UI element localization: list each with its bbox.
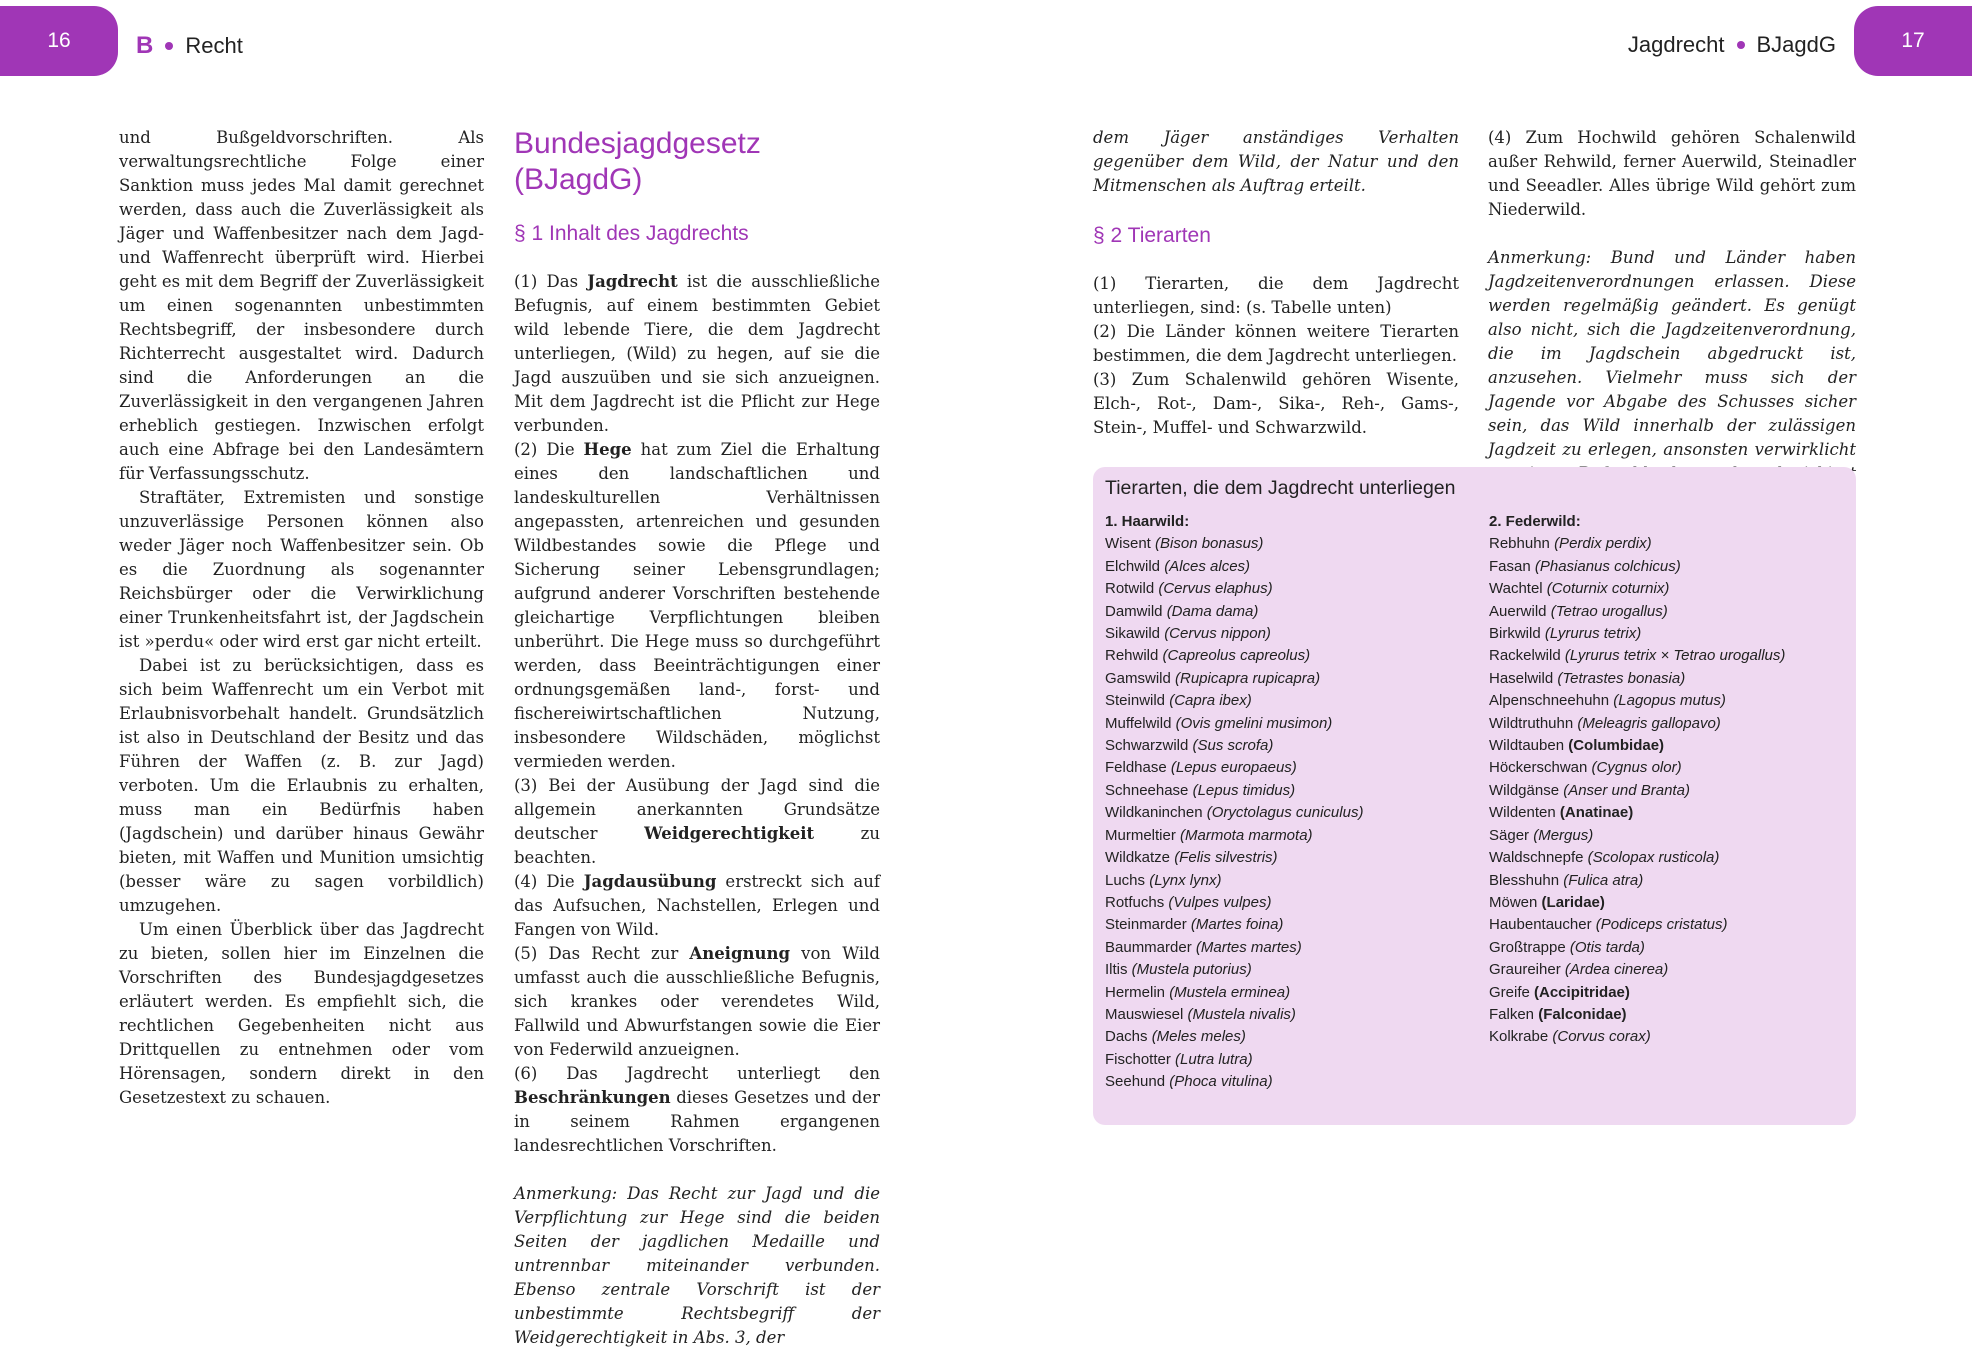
species-item (1489, 601, 1849, 623)
haarwild-heading: 1. Haarwild: (1105, 513, 1190, 530)
law-title: Bundesjagdgesetz (BJagdG) (514, 127, 761, 196)
species-item (1489, 937, 1849, 959)
paragraph: Dabei ist zu berücksichtigen, dass es sich beim Waffenrecht um ein Verbot mit Erlaubnisvorbehalt handelt. Grundsätzlich ist also in Deutschland der Besitz und das Führen der Waffen (z. B. zur Jagd) verboten. Um die Erlaubnis zu erhalten, muss man ein Bedürfnis haben (Jagdschein) und darüber hinaus Gewähr bieten, mit Waffen und Munition umsichtig (besser wäre zu sagen vorbildlich) umzugehen. (119, 656, 484, 915)
species-name: Möwen (1489, 893, 1542, 911)
species-name: Wildkaninchen (1105, 804, 1207, 822)
species-item (1489, 1026, 1849, 1048)
species-name: Baummarder (1105, 938, 1196, 956)
term: Jagdausübung (583, 872, 717, 891)
paragraph (514, 438, 880, 774)
species-latin-name: (Lyrurus tetrix × Tetrao urogallus) (1564, 647, 1786, 665)
species-family-name: (Falconidae) (1538, 1005, 1627, 1023)
species-item (1489, 870, 1849, 892)
text-column-1 (119, 126, 484, 1110)
species-item (1105, 982, 1475, 1004)
species-name: Rotfuchs (1105, 893, 1169, 911)
section-title: Jagdrecht (1627, 32, 1725, 57)
species-table-box (1093, 467, 1856, 1125)
species-item (1105, 937, 1475, 959)
species-latin-name: (Ovis gmelini musimon) (1175, 714, 1333, 732)
bullet-icon (1737, 41, 1745, 49)
species-latin-name: (Phoca vitulina) (1169, 1073, 1273, 1091)
annotation-note: Anmerkung: Bund und Länder haben Jagdzeitenverordnungen erlassen. Diese werden regelmäßig geändert. Es genügt also nicht, sich die Jagdzeitenverordnung, die im Jagdschein abgedruckt ist, anzusehen. Vielmehr muss sich der Jagende vor Abgabe des Schusses sicher sein, das Wild innerhalb der zulässigen Jagdzeit zu erlegen, ansonsten verwirklicht (1488, 248, 1856, 459)
species-latin-name: (Lutra lutra) (1175, 1050, 1253, 1068)
species-latin-name: (Lepus europaeus) (1170, 759, 1297, 777)
annotation-note: Anmerkung: Das Recht zur Jagd und die Verpflichtung zur Hege sind die beiden Seiten der jagdlichen Medaille und untrennbar miteinander verbunden. Ebenso zentrale Vorschrift ist der unbestimmte Rechtsbegriff der Weidgerechtigkeit in Abs. 3, der (514, 1184, 880, 1347)
text: (3) Bei der Ausübung der Jagd sind die allgemein anerkannten Grundsätze deutscher (514, 776, 880, 843)
species-item (1489, 802, 1849, 824)
species-name: Waldschnepfe (1489, 849, 1588, 867)
species-item (1105, 1026, 1475, 1048)
species-name: Iltis (1105, 961, 1132, 979)
species-name: Wildgänse (1489, 781, 1564, 799)
species-item (1105, 914, 1475, 936)
paragraph: (3) Zum Schalenwild gehören Wisente, Elch-, Rot-, Dam-, Sika-, Reh-, Gams-, Stein-, Muffel- und Schwarzwild. (1093, 370, 1459, 437)
species-item (1105, 713, 1475, 735)
species-item (1105, 959, 1475, 981)
paragraph: (4) Zum Hochwild gehören Schalenwild außer Rehwild, ferner Auerwild, Steinadler und Seeadler. Alles übrige Wild gehört zum Niederwild. (1488, 128, 1856, 219)
spacer (514, 1158, 880, 1182)
species-latin-name: (Marmota marmota) (1180, 826, 1313, 844)
species-item (1105, 578, 1475, 600)
page-number-right (1854, 6, 1972, 76)
species-name: Alpenschneehuhn (1489, 692, 1614, 710)
species-latin-name: (Podiceps cristatus) (1595, 916, 1728, 934)
species-latin-name: (Mustela erminea) (1169, 983, 1291, 1001)
species-item (1105, 1049, 1475, 1071)
species-latin-name: (Cygnus olor) (1591, 759, 1682, 777)
text: dieses Gesetzes und der in seinem Rahmen ergangenen landesrechtlichen Vorschriften. (514, 1088, 880, 1155)
species-name: Rackelwild (1489, 647, 1565, 665)
text: hat zum Ziel die Erhaltung eines den landschaftlichen und landeskulturellen Verhältnissen angepassten, artenreichen und gesunden Wildbestandes sowie die Pflege und Sicherung seiner Lebensgrundlagen; aufgrund anderer Vorschriften bestehende gleichartige Verpflichtungen bleiben unberührt. Die Hege muss so durchgeführt werden, dass Beeinträchtigungen einer ordnungsgemäßen land-, forst- und fischereiwirtschaftlichen Nutzung, insbesondere Wildschäden, möglichst vermieden werden. (514, 440, 880, 771)
species-name: Damwild (1105, 602, 1167, 620)
species-item (1105, 556, 1475, 578)
species-latin-name: (Cervus elaphus) (1158, 580, 1273, 598)
spacer (1093, 198, 1459, 222)
species-name: Gamswild (1105, 669, 1176, 687)
species-name: Steinmarder (1105, 916, 1191, 934)
species-name: Wildtruthuhn (1489, 714, 1578, 732)
species-latin-name: (Perdix perdix) (1554, 535, 1652, 553)
species-latin-name: (Mustela nivalis) (1187, 1005, 1296, 1023)
species-name: Wildtauben (1489, 737, 1569, 755)
paragraph (514, 270, 880, 438)
species-latin-name: (Oryctolagus cuniculus) (1206, 804, 1364, 822)
species-name: Elchwild (1105, 557, 1165, 575)
species-name: Wildkatze (1105, 849, 1175, 867)
species-name: Rotwild (1105, 580, 1159, 598)
federwild-list (1489, 511, 1849, 1049)
species-latin-name: (Ardea cinerea) (1564, 961, 1669, 979)
species-name: Schneehase (1105, 781, 1193, 799)
section-heading: § 2 Tierarten (1093, 224, 1211, 247)
text: (5) Das Recht zur (514, 944, 690, 963)
species-name: Rebhuhn (1489, 535, 1555, 553)
species-latin-name: (Phasianus colchicus) (1534, 557, 1681, 575)
species-latin-name: (Fulica atra) (1563, 871, 1644, 889)
species-name: Greife (1489, 983, 1535, 1001)
text: (6) Das Jagdrecht unterliegt den (514, 1064, 880, 1083)
species-name: Feldhase (1105, 759, 1171, 777)
species-item (1105, 825, 1475, 847)
species-name: Säger (1489, 826, 1534, 844)
species-item (1489, 1004, 1849, 1026)
species-name: Dachs (1105, 1028, 1152, 1046)
species-item (1105, 780, 1475, 802)
species-name: Hermelin (1105, 983, 1170, 1001)
species-item (1105, 690, 1475, 712)
text: von Wild umfasst auch die ausschließliche Befugnis, sich krankes oder verendetes Wild, Fallwild und Abwurfstangen sowie die Eier von Federwild anzueignen. (514, 944, 880, 1059)
species-item (1105, 533, 1475, 555)
species-name: Fischotter (1105, 1050, 1176, 1068)
species-latin-name: (Anser und Branta) (1563, 781, 1690, 799)
paragraph (514, 870, 880, 942)
page-number-left (0, 6, 118, 76)
running-head-left (136, 32, 243, 60)
term: Aneignung (689, 944, 791, 963)
text: (4) Die (514, 872, 584, 891)
species-name: Wachtel (1489, 580, 1547, 598)
species-latin-name: (Martes foina) (1190, 916, 1284, 934)
species-latin-name: (Meleagris gallopavo) (1577, 714, 1721, 732)
text-column-4 (1488, 126, 1856, 510)
paragraph (514, 1062, 880, 1158)
species-name: Seehund (1105, 1073, 1170, 1091)
annotation-note-continued: dem Jäger anständiges Verhalten gegenüber dem Wild, der Natur und den Mitmenschen als Auftrag erteilt. (1093, 128, 1459, 195)
text: (1) Das (514, 272, 588, 291)
species-name: Schwarzwild (1105, 737, 1193, 755)
species-name: Sikawild (1105, 625, 1165, 643)
chapter-title: Recht (185, 33, 243, 58)
species-item (1489, 668, 1849, 690)
species-item (1105, 1004, 1475, 1026)
species-item (1489, 578, 1849, 600)
paragraph: (1) Tierarten, die dem Jagdrecht unterliegen, sind: (s. Tabelle unten) (1093, 274, 1459, 317)
species-name: Murmeltier (1105, 826, 1181, 844)
species-name: Wisent (1105, 535, 1156, 553)
text: zu beachten. (514, 824, 880, 867)
species-table-title: Tierarten, die dem Jagdrecht unterliegen (1105, 477, 1456, 499)
law-abbreviation: BJagdG (1756, 32, 1836, 57)
species-item (1105, 735, 1475, 757)
species-name: Fasan (1489, 557, 1535, 575)
species-latin-name: (Alces alces) (1164, 557, 1251, 575)
species-latin-name: (Rupicapra rupicapra) (1175, 669, 1321, 687)
species-name: Wildenten (1489, 804, 1560, 822)
species-item (1489, 713, 1849, 735)
paragraph (514, 942, 880, 1062)
species-item (1105, 601, 1475, 623)
species-name: Muffelwild (1105, 714, 1176, 732)
species-latin-name: (Coturnix coturnix) (1546, 580, 1670, 598)
species-item (1105, 870, 1475, 892)
species-latin-name: (Cervus nippon) (1164, 625, 1271, 643)
species-item (1489, 623, 1849, 645)
species-item (1105, 892, 1475, 914)
species-latin-name: (Mergus) (1533, 826, 1594, 844)
species-item (1489, 959, 1849, 981)
species-latin-name: (Corvus corax) (1552, 1028, 1651, 1046)
species-latin-name: (Otis tarda) (1569, 938, 1645, 956)
species-latin-name: (Dama dama) (1166, 602, 1259, 620)
species-name: Großtrappe (1489, 938, 1570, 956)
species-item (1105, 1071, 1475, 1093)
species-name: Haubentaucher (1489, 916, 1596, 934)
species-name: Falken (1489, 1005, 1539, 1023)
species-item (1489, 914, 1849, 936)
species-name: Auerwild (1489, 602, 1551, 620)
species-family-name: (Accipitridae) (1534, 983, 1630, 1001)
species-item (1105, 757, 1475, 779)
species-item (1489, 780, 1849, 802)
paragraph (514, 774, 880, 870)
species-latin-name: (Scolopax rusticola) (1587, 849, 1720, 867)
paragraph: Straftäter, Extremisten und sonstige unzuverlässige Personen können also weder Jäger noch Waffenbesitzer sein. Ob es die Zuordnung als sogenannter Reichsbürger oder die Verwirklichung einer Trunkenheitsfahrt ist, der Jagdschein ist »perdu« oder wird erst gar nicht erteilt. (119, 488, 484, 651)
species-item (1489, 645, 1849, 667)
term: Weidgerechtigkeit (644, 824, 815, 843)
species-name: Haselwild (1489, 669, 1558, 687)
bullet-icon (165, 42, 173, 50)
species-family-name: (Laridae) (1541, 893, 1605, 911)
species-name: Mauswiesel (1105, 1005, 1188, 1023)
term: Beschränkungen (514, 1088, 671, 1107)
term: Jagdrecht (587, 272, 678, 291)
species-name: Steinwild (1105, 692, 1170, 710)
species-latin-name: (Felis silvestris) (1174, 849, 1278, 867)
species-name: Luchs (1105, 871, 1150, 889)
species-name: Blesshuhn (1489, 871, 1564, 889)
species-item (1489, 556, 1849, 578)
federwild-heading: 2. Federwild: (1489, 513, 1581, 530)
species-item (1489, 847, 1849, 869)
species-name: Kolkrabe (1489, 1028, 1553, 1046)
paragraph: Um einen Überblick über das Jagdrecht zu bieten, sollen hier im Einzelnen die Vorschriften des Bundesjagdgesetzes erläutert werden. Es empfiehlt sich, die rechtlichen Gegebenheiten nicht aus Drittquellen zu entnehmen oder vom Hörensagen, sondern direkt in den Gesetzestext zu schauen. (119, 920, 484, 1107)
species-item (1489, 690, 1849, 712)
species-item (1489, 982, 1849, 1004)
page-number-right-text: 17 (1901, 29, 1925, 52)
species-latin-name: (Lepus timidus) (1192, 781, 1296, 799)
spacer (1488, 222, 1856, 246)
text: ist die ausschließliche Befugnis, auf einem bestimmten Gebiet wild lebende Tiere, die dem Jagdrecht unterliegen, (Wild) zu hegen, auf sie die Jagd auszuüben und sie sich anzueignen. Mit dem Jagdrecht ist die Pflicht zur Hege verbunden. (514, 272, 880, 435)
species-family-name: (Columbidae) (1568, 737, 1665, 755)
species-latin-name: (Lyrurus tetrix) (1544, 625, 1642, 643)
species-latin-name: (Sus scrofa) (1192, 737, 1274, 755)
paragraph: (2) Die Länder können weitere Tierarten bestimmen, die dem Jagdrecht unterliegen. (1093, 322, 1459, 365)
species-latin-name: (Mustela putorius) (1131, 961, 1252, 979)
species-item (1105, 802, 1475, 824)
chapter-letter: B (136, 32, 154, 59)
species-latin-name: (Tetrao urogallus) (1550, 602, 1668, 620)
species-latin-name: (Bison bonasus) (1155, 535, 1264, 553)
species-item (1489, 892, 1849, 914)
running-head-right (1628, 32, 1836, 58)
species-name: Graureiher (1489, 961, 1565, 979)
species-item (1489, 825, 1849, 847)
species-item (1489, 757, 1849, 779)
text: erstreckt sich auf das Aufsuchen, Nachstellen, Erlegen und Fangen von Wild. (514, 872, 880, 939)
species-latin-name: (Lagopus mutus) (1613, 692, 1726, 710)
text: (2) Die (514, 440, 584, 459)
species-latin-name: (Capra ibex) (1169, 692, 1252, 710)
section-heading: § 1 Inhalt des Jagdrechts (514, 222, 749, 245)
species-family-name: (Anatinae) (1559, 804, 1634, 822)
paragraph: und Bußgeldvorschriften. Als verwaltungsrechtliche Folge einer Sanktion muss jedes Mal damit gerechnet werden, dass auch die Zuverlässigkeit als Jäger und Waffenbesitzer nach dem Jagd- und Waffenrecht überprüft wird. Hierbei geht es mit dem Begriff der Zuverlässigkeit um einen sogenannten unbestimmten Rechtsbegriff, der insbesondere durch Richterrecht ausgestaltet wird. Dadurch sind die Anforderungen an die Zuverlässigkeit in den vergangenen Jahren erheblich gestiegen. Inzwischen erfolgt auch eine Abfrage bei den Landesämtern für Verfassungsschutz. (119, 128, 484, 483)
species-item (1489, 533, 1849, 555)
species-item (1105, 623, 1475, 645)
text-column-3 (1093, 126, 1459, 440)
species-latin-name: (Capreolus capreolus) (1162, 647, 1311, 665)
term: Hege (583, 440, 632, 459)
species-name: Birkwild (1489, 625, 1545, 643)
species-latin-name: (Tetrastes bonasia) (1557, 669, 1686, 687)
species-item (1489, 735, 1849, 757)
page-number-left-text: 16 (47, 29, 71, 52)
species-item (1105, 847, 1475, 869)
species-latin-name: (Martes martes) (1195, 938, 1302, 956)
species-latin-name: (Meles meles) (1151, 1028, 1246, 1046)
species-latin-name: (Lynx lynx) (1149, 871, 1222, 889)
species-item (1105, 668, 1475, 690)
haarwild-list (1105, 511, 1475, 1094)
species-latin-name: (Vulpes vulpes) (1168, 893, 1272, 911)
species-item (1105, 645, 1475, 667)
species-name: Rehwild (1105, 647, 1163, 665)
species-name: Höckerschwan (1489, 759, 1592, 777)
text-column-2 (514, 126, 880, 1350)
